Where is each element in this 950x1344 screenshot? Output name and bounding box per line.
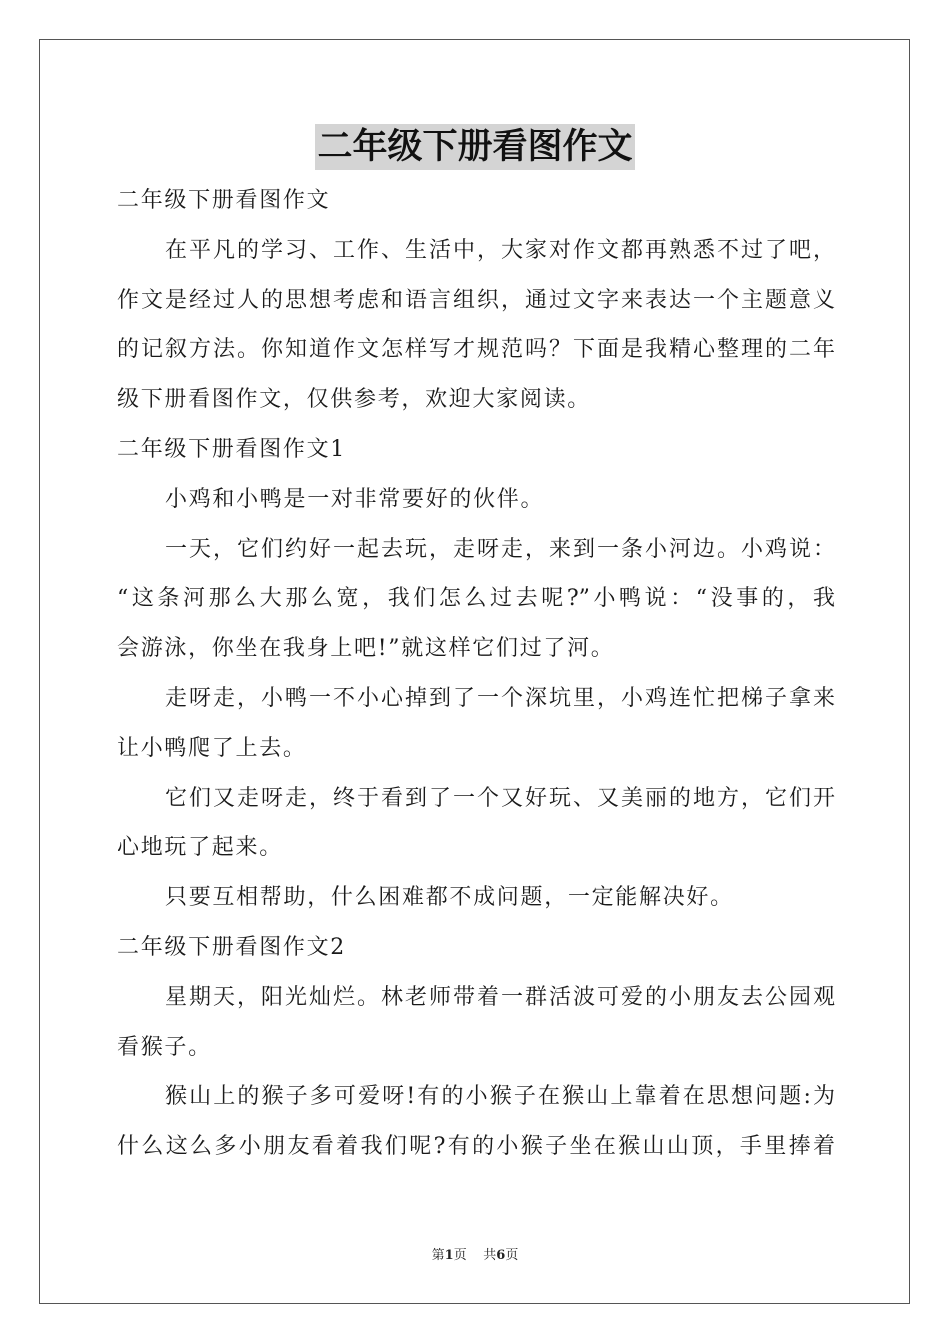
- page-footer: [0, 1247, 950, 1265]
- text-line: 只要互相帮助，什么困难都不成问题，一定能解决好。: [165, 885, 734, 911]
- text-line: 的记叙方法。你知道作文怎样写才规范吗？下面是我精心整理的二年: [117, 337, 835, 363]
- text-line: 看猴子。: [117, 1034, 212, 1060]
- text-line: 级下册看图作文，仅供参考，欢迎大家阅读。: [117, 387, 592, 413]
- text-line: 二年级下册看图作文: [117, 188, 331, 213]
- text-line: “这条河那么大那么宽，我们怎么过去呢?”小鸭说：“没事的，我: [117, 586, 835, 612]
- text-line: 二年级下册看图作文2: [117, 934, 346, 960]
- document-title: 二年级下册看图作文: [315, 124, 634, 170]
- text-line: 一天，它们约好一起去玩，走呀走，来到一条小河边。小鸡说：: [165, 536, 835, 562]
- footer-total-suffix: 页: [505, 1248, 519, 1263]
- text-line: 小鸡和小鸭是一对非常要好的伙伴。: [165, 486, 545, 512]
- text-line: 作文是经过人的思想考虑和语言组织，通过文字来表达一个主题意义: [117, 287, 835, 313]
- text-line: 它们又走呀走，终于看到了一个又好玩、又美丽的地方，它们开: [165, 785, 835, 811]
- text-line: 走呀走，小鸭一不小心掉到了一个深坑里，小鸡连忙把梯子拿来: [165, 685, 835, 711]
- footer-total-prefix: 共: [483, 1248, 497, 1263]
- text-line: 会游泳，你坐在我身上吧!”就这样它们过了河。: [117, 636, 615, 662]
- text-line: 在平凡的学习、工作、生活中，大家对作文都再熟悉不过了吧，: [165, 237, 835, 263]
- title-container: [0, 124, 950, 170]
- text-line: 让小鸭爬了上去。: [117, 735, 307, 761]
- text-line: 二年级下册看图作文1: [117, 436, 346, 462]
- text-line: 心地玩了起来。: [117, 835, 283, 861]
- footer-page-suffix: 页: [453, 1248, 467, 1263]
- document-body: [117, 176, 835, 1172]
- text-line: 什么这么多小朋友看着我们呢?有的小猴子坐在猴山山顶，手里捧着: [117, 1134, 835, 1160]
- footer-page-prefix: 第: [431, 1248, 445, 1263]
- footer-total-pages: 6: [496, 1248, 506, 1263]
- footer-page-number: 1: [444, 1248, 454, 1263]
- text-line: 星期天，阳光灿烂。林老师带着一群活波可爱的小朋友去公园观: [165, 984, 835, 1010]
- text-line: 猴山上的猴子多可爱呀!有的小猴子在猴山上靠着在思想问题:为: [165, 1084, 835, 1110]
